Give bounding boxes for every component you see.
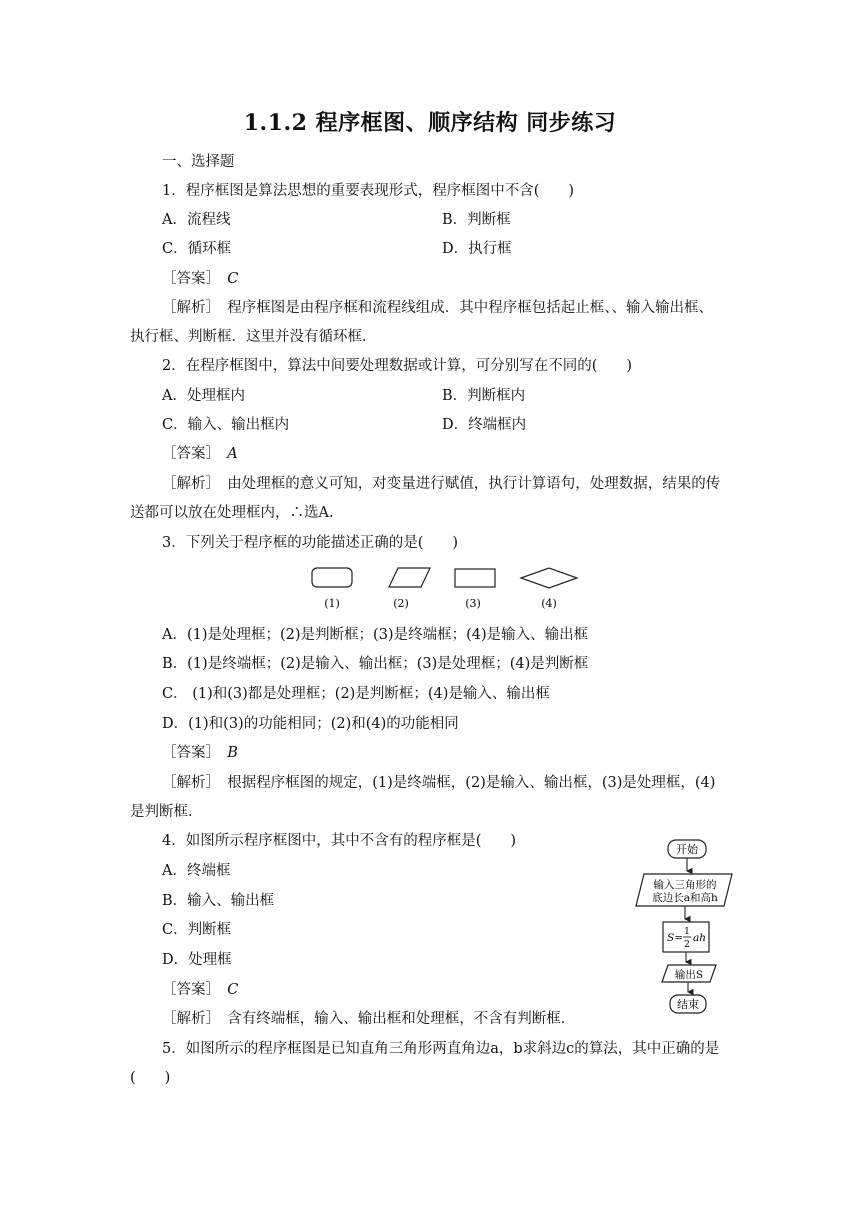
shape-label-1: (1) <box>324 597 340 610</box>
answer-label: ［答案］ <box>162 982 213 998</box>
q4-stem: 4．如图所示程序框图中，其中不含有的程序框是( ) <box>162 833 517 849</box>
q3-analysis-line2: 是判断框． <box>130 804 203 820</box>
q1-answer <box>162 269 238 289</box>
answer-label: ［答案］ <box>162 745 213 761</box>
q1-option-d: D．执行框 <box>442 241 512 257</box>
parallelogram-shape <box>389 568 430 587</box>
q2-analysis-line2: 送都可以放在处理框内，∴选A. <box>130 505 334 521</box>
answer-value: C <box>227 271 239 287</box>
q3-option-b: B．(1)是终端框；(2)是输入、输出框；(3)是处理框；(4)是判断框 <box>162 656 589 672</box>
q3-shapes-figure <box>305 563 595 615</box>
section-heading: 一、选择题 <box>162 154 235 170</box>
q2-option-a: A．处理框内 <box>162 388 245 404</box>
flow-start-label: 开始 <box>676 843 698 856</box>
process-shape <box>455 569 495 587</box>
q2-option-c: C．输入、输出框内 <box>162 417 290 433</box>
shape-label-3: (3) <box>465 597 481 610</box>
flow-process-frac-num: 1 <box>684 927 690 937</box>
flow-input-line1: 输入三角形的 <box>653 879 717 891</box>
q4-analysis: ［解析］ 含有终端框，输入、输出框和处理框，不含有判断框． <box>162 1011 576 1027</box>
flow-end-label: 结束 <box>677 998 699 1011</box>
answer-label: ［答案］ <box>162 271 213 287</box>
q4-option-d: D．处理框 <box>162 952 232 968</box>
flow-output-label: 输出S <box>674 969 704 981</box>
q2-option-d: D．终端框内 <box>442 417 527 433</box>
q3-option-d: D．(1)和(3)的功能相同；(2)和(4)的功能相同 <box>162 716 459 732</box>
q5-stem-line1: 5．如图所示的程序框图是已知直角三角形两直角边a，b求斜边c的算法，其中正确的是 <box>162 1041 720 1057</box>
q3-option-a: A．(1)是处理框；(2)是判断框；(3)是终端框；(4)是输入、输出框 <box>162 627 589 643</box>
page-title: 1.1.2 程序框图、顺序结构 同步练习 <box>243 110 617 136</box>
q1-analysis-line2: 执行框、判断框．这里并没有循环框． <box>130 329 377 345</box>
flow-process-rhs: ah <box>693 932 707 944</box>
shape-label-4: (4) <box>541 597 557 610</box>
flow-process-frac-den: 2 <box>684 940 690 950</box>
shape-label-2: (2) <box>393 597 409 610</box>
q3-option-c: C． (1)和(3)都是处理框；(2)是判断框；(4)是输入、输出框 <box>162 686 550 702</box>
q5-stem-line2: ( ) <box>130 1070 171 1086</box>
q4-flowchart <box>632 838 742 1018</box>
q1-option-b: B．判断框 <box>442 212 511 228</box>
flow-process-lhs: S= <box>667 932 683 944</box>
q3-answer <box>162 743 238 763</box>
q3-stem: 3．下列关于程序框的功能描述正确的是( ) <box>162 535 459 551</box>
q3-analysis-line1: ［解析］ 根据程序框图的规定，(1)是终端框，(2)是输入、输出框，(3)是处理框，(4) <box>162 775 716 791</box>
q2-stem: 2．在程序框图中，算法中间要处理数据或计算，可分别写在不同的( ) <box>162 358 633 374</box>
answer-value: A <box>227 446 238 462</box>
q4-option-a: A．终端框 <box>162 863 231 879</box>
flow-input-line2: 底边长a和高h <box>652 892 718 904</box>
q2-answer <box>162 444 238 464</box>
q1-stem: 1．程序框图是算法思想的重要表现形式，程序框图中不含( ) <box>162 183 575 199</box>
q1-option-c: C．循环框 <box>162 241 232 257</box>
q4-answer <box>162 980 238 1000</box>
q1-analysis-line1: ［解析］ 程序框图是由程序框和流程线组成．其中程序框包括起止框、、输入输出框、 <box>162 300 713 316</box>
diamond-shape <box>521 568 577 588</box>
q4-option-b: B．输入、输出框 <box>162 893 275 909</box>
q1-option-a: A．流程线 <box>162 212 231 228</box>
answer-value: C <box>227 982 239 998</box>
q2-option-b: B．判断框内 <box>442 388 526 404</box>
q4-option-c: C．判断框 <box>162 922 232 938</box>
answer-label: ［答案］ <box>162 446 213 462</box>
terminal-shape <box>312 568 352 587</box>
q2-analysis-line1: ［解析］ 由处理框的意义可知，对变量进行赋值，执行计算语句，处理数据，结果的传 <box>162 476 721 492</box>
answer-value: B <box>227 745 238 761</box>
